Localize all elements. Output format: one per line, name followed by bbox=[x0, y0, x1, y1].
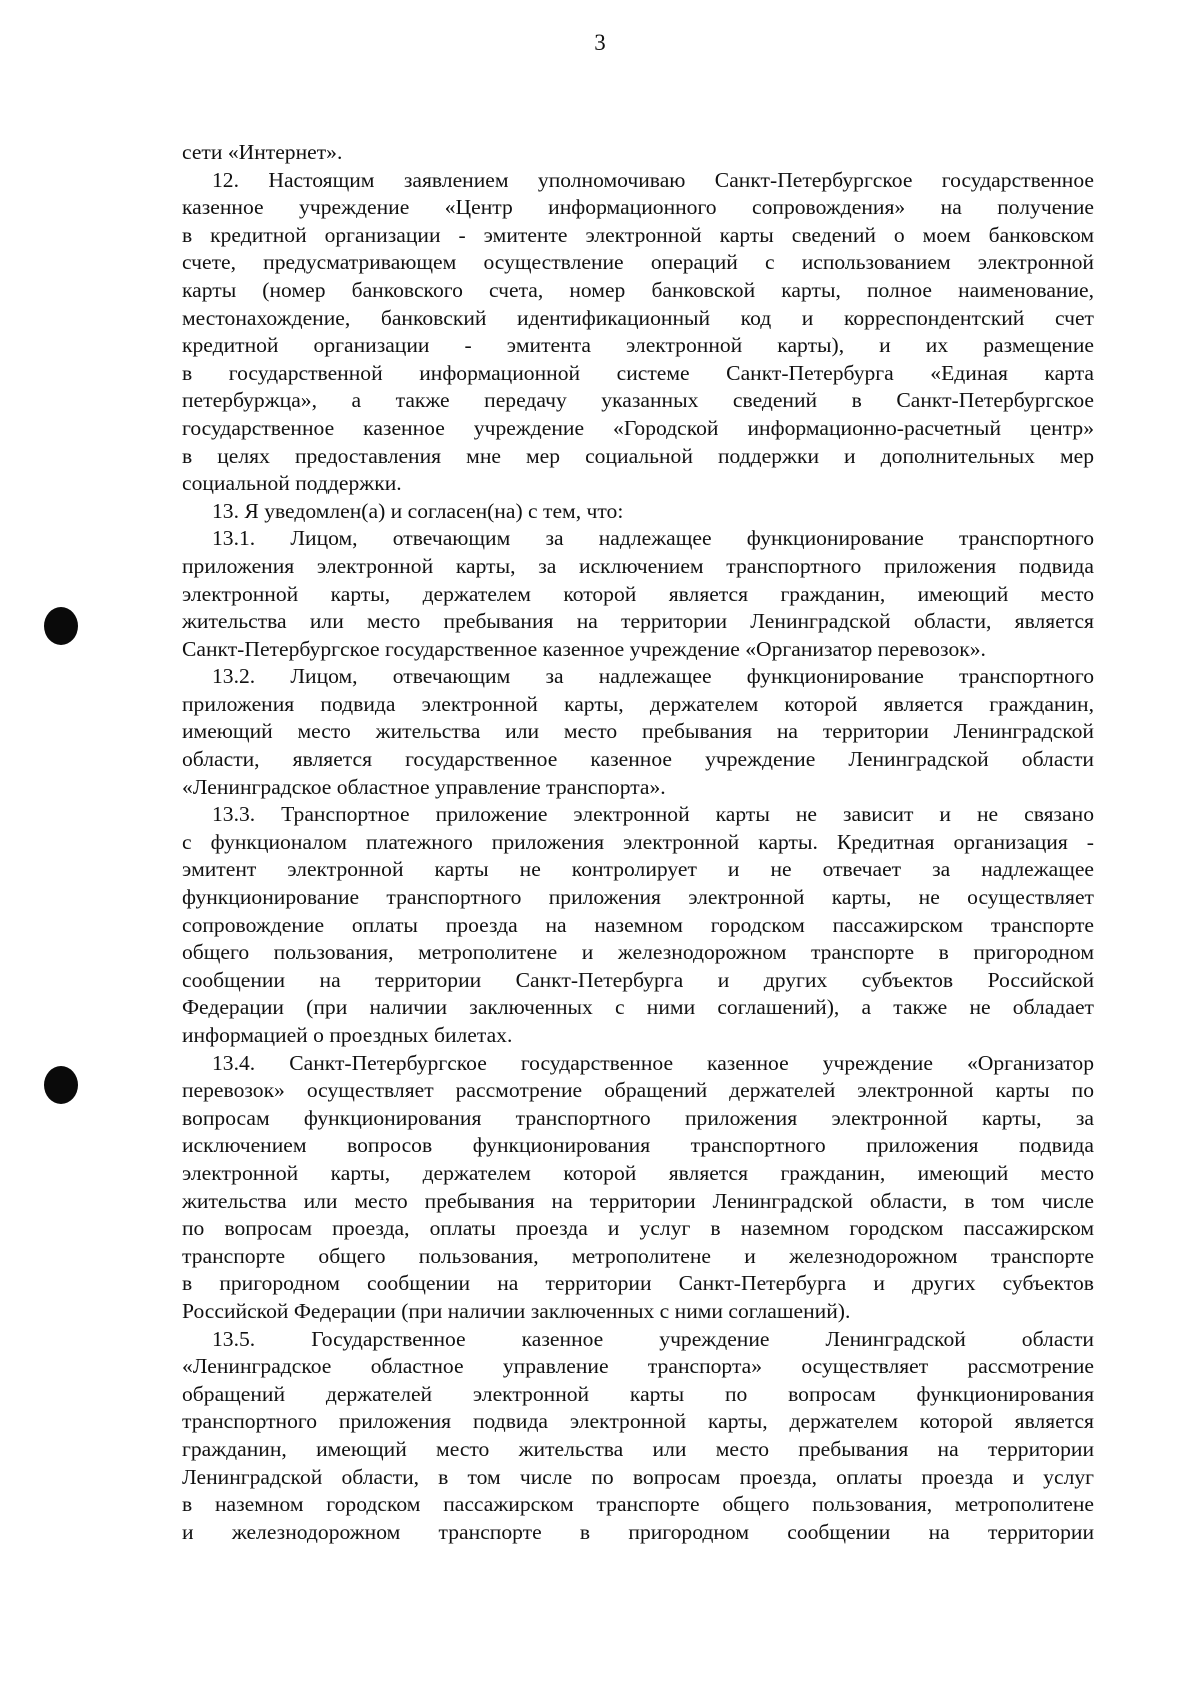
text-line: общего пользования, метрополитене и железнодорожном транспорте в пригородном bbox=[182, 940, 1094, 965]
text-line: 13.1. Лицом, отвечающим за надлежащее функционирование транспортного bbox=[212, 526, 1094, 551]
text-line: казенное учреждение «Центр информационного сопровождения» на получение bbox=[182, 195, 1094, 220]
text-line: 12. Настоящим заявлением уполномочиваю Санкт-Петербургское государственное bbox=[212, 167, 1094, 192]
text-line: и железнодорожном транспорте в пригородном сообщении на территории bbox=[182, 1519, 1094, 1544]
text-line: в кредитной организации - эмитенте электронной карты сведений о моем банковском bbox=[182, 222, 1094, 247]
text-line: Ленинградской области, в том числе по вопросам проезда, оплаты проезда и услуг bbox=[182, 1464, 1094, 1489]
text-line: местонахождение, банковский идентификационный код и корреспондентский счет bbox=[182, 305, 1094, 330]
paragraph-p-13-3 bbox=[182, 801, 1094, 1049]
text-line: 13.5. Государственное казенное учреждение Ленинградской области bbox=[212, 1326, 1094, 1351]
text-line: имеющий место жительства или место пребывания на территории Ленинградской bbox=[182, 719, 1094, 744]
text-line: в государственной информационной системе Санкт-Петербурга «Единая карта bbox=[182, 360, 1094, 385]
text-line: функционирование транспортного приложения электронной карты, не осуществляет bbox=[182, 885, 1094, 910]
punch-hole-bottom bbox=[44, 1066, 78, 1104]
text-line: жительства или место пребывания на территории Ленинградской области, является bbox=[182, 609, 1094, 634]
page-number: 3 bbox=[594, 30, 606, 55]
text-line: по вопросам проезда, оплаты проезда и услуг в наземном городском пассажирском bbox=[182, 1216, 1094, 1241]
text-line: обращений держателей электронной карты по вопросам функционирования bbox=[182, 1381, 1094, 1406]
paragraph-p-13-1 bbox=[182, 525, 1094, 663]
text-line: «Ленинградское областное управление транспорта». bbox=[182, 774, 666, 799]
text-line: эмитент электронной карты не контролирует и не отвечает за надлежащее bbox=[182, 857, 1094, 882]
text-line: государственное казенное учреждение «Городской информационно-расчетный центр» bbox=[182, 415, 1094, 440]
text-line: перевозок» осуществляет рассмотрение обращений держателей электронной карты по bbox=[182, 1078, 1094, 1103]
text-line: транспортного приложения подвида электронной карты, держателем которой является bbox=[182, 1409, 1094, 1434]
text-line: кредитной организации - эмитента электронной карты), и их размещение bbox=[182, 333, 1094, 358]
text-line: петербуржца», а также передачу указанных сведений в Санкт-Петербургское bbox=[182, 388, 1094, 413]
paragraph-p-continuation bbox=[182, 139, 1094, 167]
text-line: транспорте общего пользования, метрополитене и железнодорожном транспорте bbox=[182, 1243, 1094, 1268]
text-line: вопросам функционирования транспортного приложения электронной карты, за bbox=[182, 1105, 1094, 1130]
paragraph-p-13-5 bbox=[182, 1326, 1094, 1547]
text-line: сети «Интернет». bbox=[182, 140, 343, 164]
document-body bbox=[182, 139, 1094, 1546]
text-line: с функционалом платежного приложения электронной карты. Кредитная организация - bbox=[182, 829, 1094, 854]
text-line: исключением вопросов функционирования транспортного приложения подвида bbox=[182, 1133, 1094, 1158]
text-line: Российской Федерации (при наличии заключенных с ними соглашений). bbox=[182, 1298, 851, 1323]
text-line: Федерации (при наличии заключенных с ними соглашений), а также не обладает bbox=[182, 995, 1094, 1020]
text-line: жительства или место пребывания на территории Ленинградской области, в том числе bbox=[182, 1188, 1094, 1213]
text-line: счете, предусматривающем осуществление операций с использованием электронной bbox=[182, 250, 1094, 275]
paragraph-p-12 bbox=[182, 167, 1094, 498]
text-line: карты (номер банковского счета, номер банковской карты, полное наименование, bbox=[182, 277, 1094, 302]
text-line: 13.2. Лицом, отвечающим за надлежащее функционирование транспортного bbox=[212, 664, 1094, 689]
paragraph-p-13 bbox=[182, 498, 1094, 526]
text-line: электронной карты, держателем которой является гражданин, имеющий место bbox=[182, 581, 1094, 606]
text-line: области, является государственное казенное учреждение Ленинградской области bbox=[182, 747, 1094, 772]
text-line: 13.4. Санкт-Петербургское государственное казенное учреждение «Организатор bbox=[212, 1050, 1094, 1075]
text-line: гражданин, имеющий место жительства или место пребывания на территории bbox=[182, 1436, 1094, 1461]
text-line: в целях предоставления мне мер социальной поддержки и дополнительных мер bbox=[182, 443, 1094, 468]
text-line: информацией о проездных билетах. bbox=[182, 1023, 513, 1047]
punch-hole-top bbox=[44, 607, 78, 645]
paragraph-p-13-4 bbox=[182, 1050, 1094, 1326]
text-line: в пригородном сообщении на территории Санкт-Петербурга и других субъектов bbox=[182, 1271, 1094, 1296]
paragraph-p-13-2 bbox=[182, 663, 1094, 801]
text-line: 13. Я уведомлен(а) и согласен(на) с тем, что: bbox=[212, 498, 624, 523]
text-line: приложения электронной карты, за исключением транспортного приложения подвида bbox=[182, 553, 1094, 578]
text-line: сообщении на территории Санкт-Петербурга и других субъектов Российской bbox=[182, 967, 1094, 992]
text-line: сопровождение оплаты проезда на наземном городском пассажирском транспорте bbox=[182, 912, 1094, 937]
text-line: электронной карты, держателем которой является гражданин, имеющий место bbox=[182, 1160, 1094, 1185]
text-line: «Ленинградское областное управление транспорта» осуществляет рассмотрение bbox=[182, 1354, 1094, 1379]
text-line: социальной поддержки. bbox=[182, 471, 402, 496]
text-line: приложения подвида электронной карты, держателем которой является гражданин, bbox=[182, 691, 1094, 716]
text-line: 13.3. Транспортное приложение электронной карты не зависит и не связано bbox=[212, 802, 1094, 827]
text-line: Санкт-Петербургское государственное казенное учреждение «Организатор перевозок». bbox=[182, 636, 986, 661]
text-line: в наземном городском пассажирском транспорте общего пользования, метрополитене bbox=[182, 1492, 1094, 1517]
